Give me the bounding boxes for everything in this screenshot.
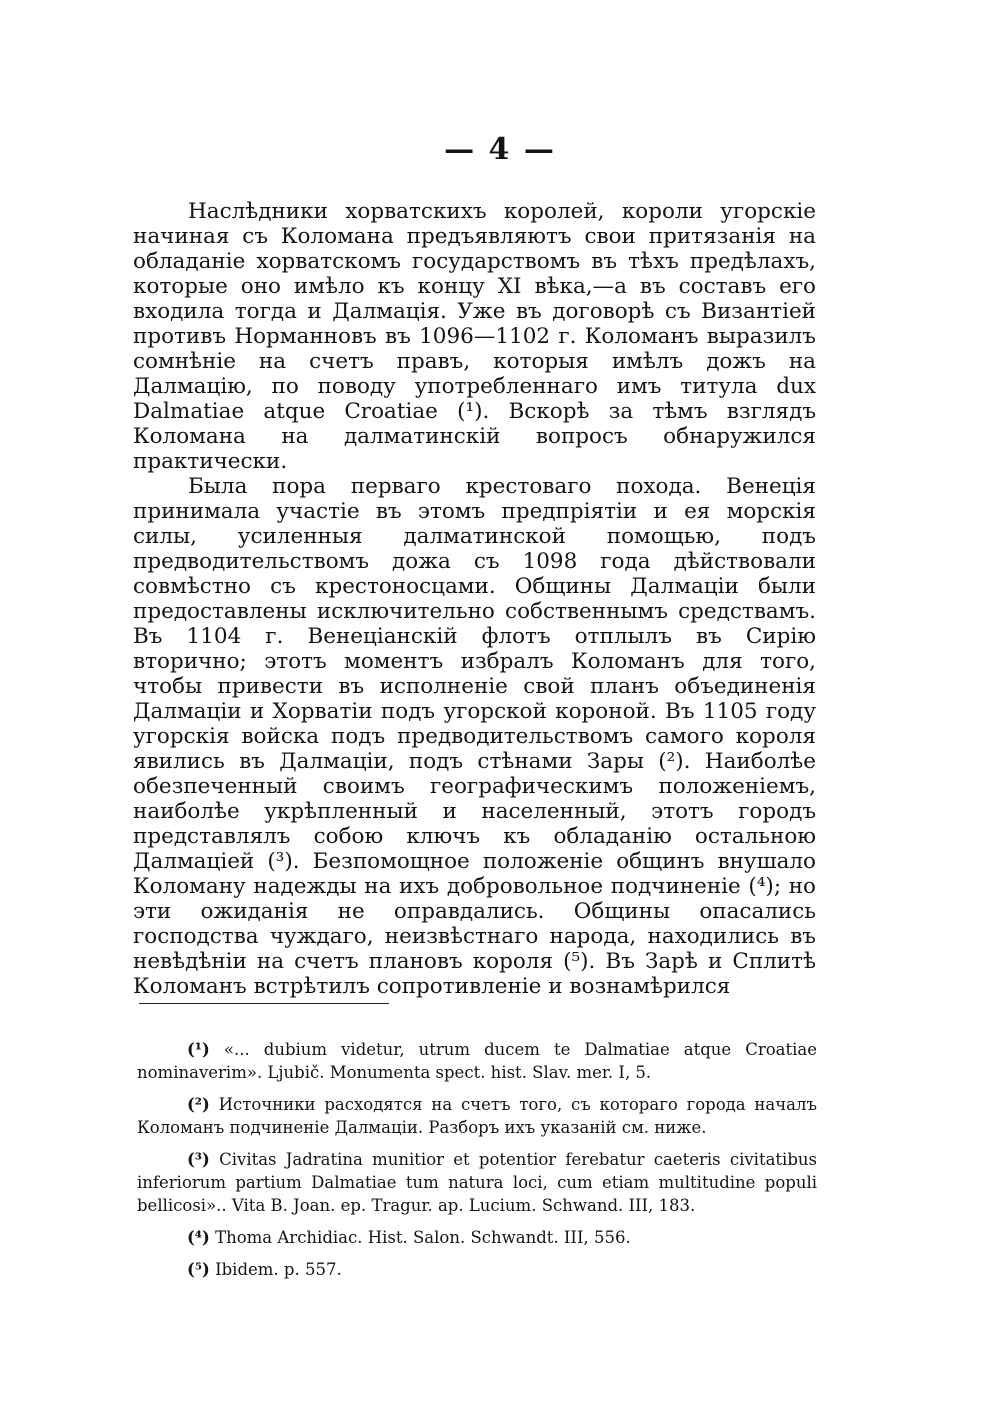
main-text (133, 199, 816, 999)
footnote-text: Civitas Jadratina munitior et potentior ferebatur caeteris civitatibus inferiorum partium Dalmatiae tum natura loci, cum etiam multitudine populi bellicosi».. Vita B. Joan. ep. Tragur. ap. Lucium. Schwand. III, 183. (137, 1150, 817, 1215)
page-number: — 4 — (444, 132, 556, 167)
footnote-number: (¹) (187, 1040, 210, 1059)
footnote-text: Источники расходятся на счетъ того, съ котораго города началъ Коломанъ подчиненіе Далмаціи. Разборъ ихъ указаній см. ниже. (137, 1095, 817, 1137)
footnote-number: (⁵) (187, 1260, 210, 1279)
footnote-divider (139, 1003, 389, 1004)
footnote (137, 1093, 817, 1139)
footnote (137, 1226, 817, 1249)
footnote-text: Ibidem. p. 557. (215, 1260, 342, 1279)
footnote-number: (²) (187, 1095, 210, 1114)
footnote-number: (⁴) (187, 1228, 210, 1247)
footnote (137, 1258, 817, 1281)
paragraph: Была пора перваго крестоваго похода. Венеція принимала участіе въ этомъ предпріятіи и ея морскія силы, усиленныя далматинской помощью, подъ предводительствомъ дожа съ 1098 года дѣйствовали совмѣстно съ крестоносцами. Общины Далмаціи были предоставлены исключительно собственнымъ средствамъ. Въ 1104 г. Венеціанскій флотъ отплылъ въ Сирію вторично; этотъ моментъ избралъ Коломанъ для того, чтобы привести въ исполненіе свой планъ объединенія Далмаціи и Хорватіи подъ угорской короной. Въ 1105 году угорскія войска подъ предводительствомъ самого короля явились въ Далмаціи, подъ стѣнами Зары (²). Наиболѣе обезпеченный своимъ географическимъ положеніемъ, наиболѣе укрѣпленный и населенный, этотъ городъ представлялъ собою ключъ къ обладанію остальною Далмаціей (³). Безпомощное положеніе общинъ внушало Коломану надежды на ихъ добровольное подчиненіе (⁴); но эти ожиданія не оправдались. Общины опасались господства чуждаго, неизвѣстнаго народа, находились въ невѣдѣніи на счетъ плановъ короля (⁵). Въ Зарѣ и Сплитѣ Коломанъ встрѣтилъ сопротивленіе и вознамѣрился (133, 474, 816, 999)
footnote (137, 1038, 817, 1084)
footnote-text: Thoma Archidiac. Hist. Salon. Schwandt. III, 556. (215, 1228, 631, 1247)
footnote-number: (³) (187, 1150, 210, 1169)
footnote-text: «... dubium videtur, utrum ducem te Dalmatiae atque Croatiae nominaverim». Ljubič. Monumenta spect. hist. Slav. mer. I, 5. (137, 1040, 818, 1082)
paragraph: Наслѣдники хорватскихъ королей, короли угорскіе начиная съ Коломана предъявляютъ свои притязанія на обладаніе хорватскомъ государствомъ въ тѣхъ предѣлахъ, которые оно имѣло къ концу XI вѣка,—а въ составъ его входила тогда и Далмація. Уже въ договорѣ съ Византіей противъ Норманновъ въ 1096—1102 г. Коломанъ выразилъ сомнѣніе на счетъ правъ, которыя имѣлъ дожъ на Далмацію, по поводу употребленнаго имъ титула dux Dalmatiae atque Croatiae (¹). Вскорѣ за тѣмъ взглядъ Коломана на далматинскій вопросъ обнаружился практически. (133, 199, 816, 474)
footnotes (137, 1038, 817, 1290)
footnote (137, 1148, 817, 1217)
